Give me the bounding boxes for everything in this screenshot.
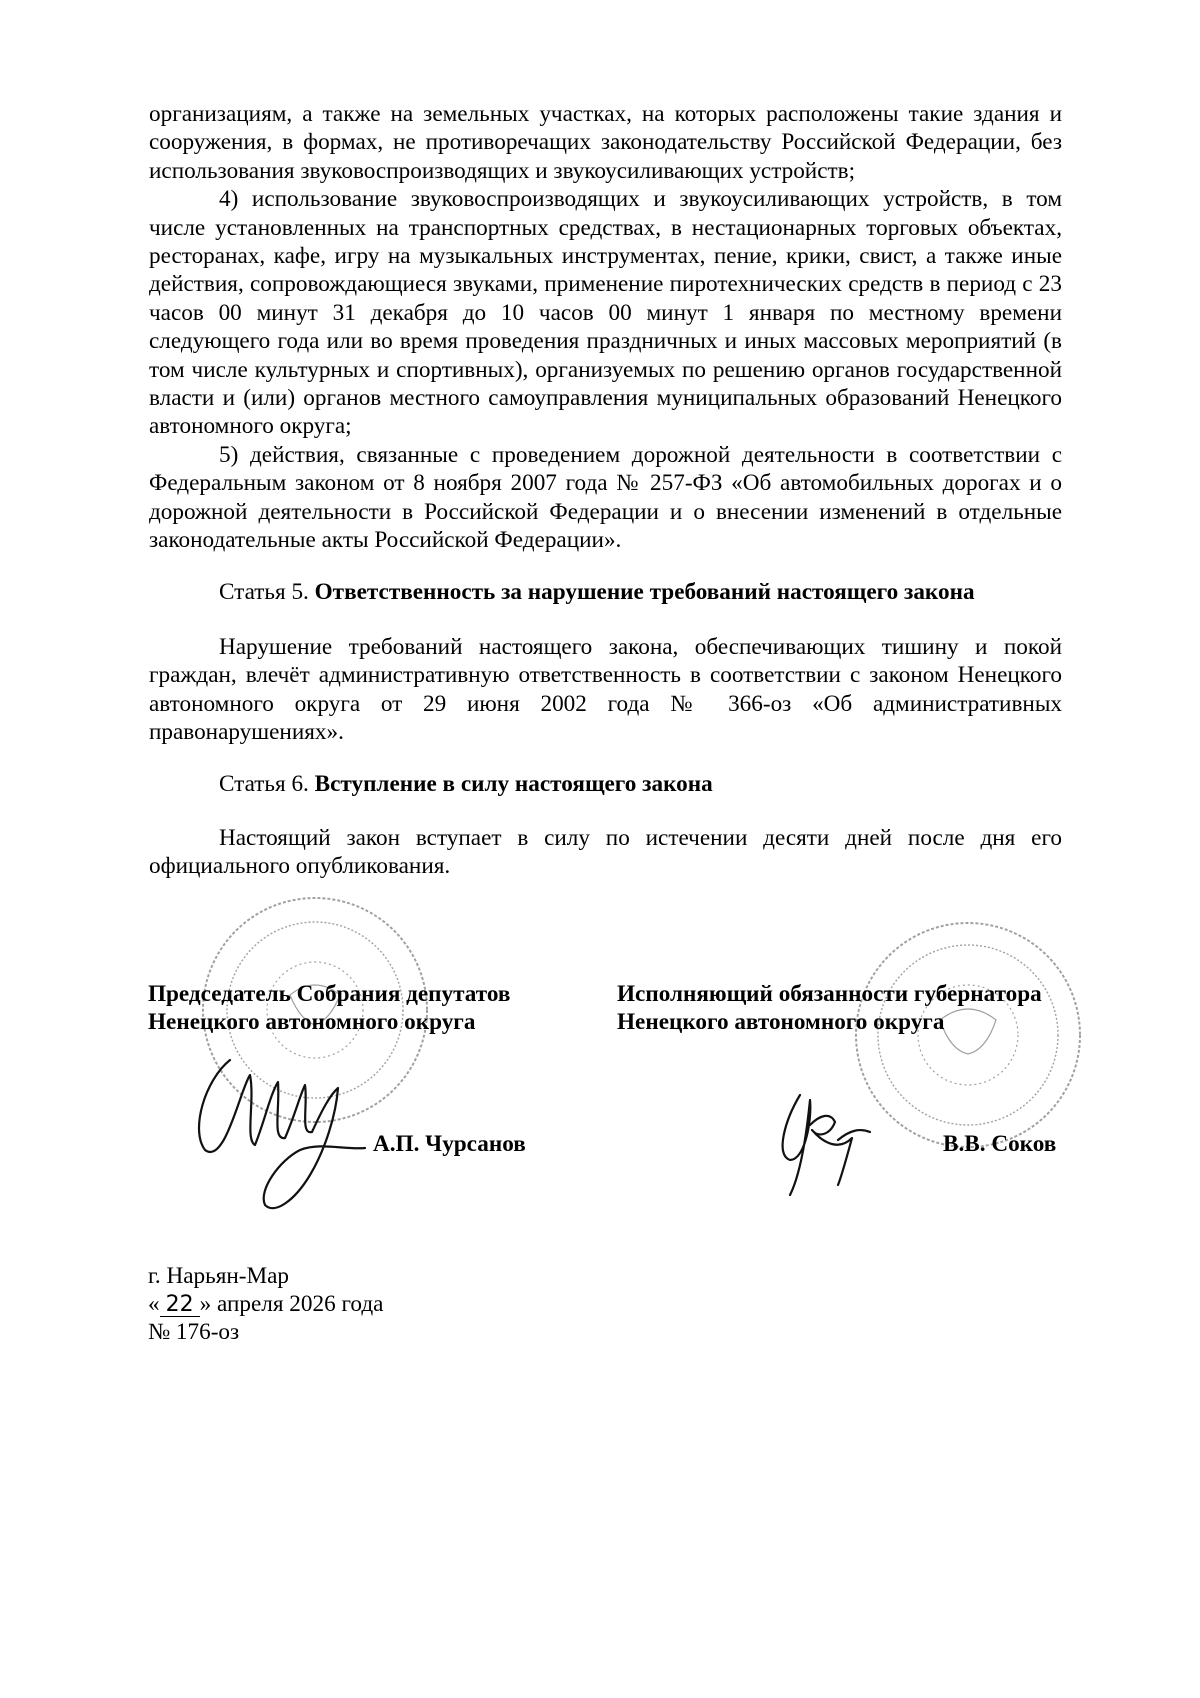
article-6-title: Вступление в силу настоящего закона bbox=[314, 771, 713, 797]
article-6-prefix: Статья 6. bbox=[219, 771, 309, 797]
article-5-body bbox=[149, 633, 1062, 747]
right-signatory-title bbox=[617, 980, 1042, 1036]
article-6-heading bbox=[219, 770, 713, 798]
right-signatory-line1: Исполняющий обязанности губернатора bbox=[617, 981, 1042, 1007]
article-5-title: Ответственность за нарушение требований настоящего закона bbox=[314, 579, 975, 605]
article-5-heading bbox=[219, 578, 975, 606]
continuation-block bbox=[149, 100, 1062, 555]
right-signature bbox=[783, 1095, 870, 1195]
left-signature bbox=[199, 1060, 365, 1208]
article-5-text: Нарушение требований настоящего закона, обеспечивающих тишину и покой граждан, влечёт административную ответственность в соответствии с законом Ненецкого автономного округа от 29 июня 2002 года № 366-оз «Об административных правонарушениях». bbox=[149, 634, 1062, 746]
signing-city: г. Нарьян-Мар bbox=[148, 1263, 289, 1289]
right-signatory-line2: Ненецкого автономного округа bbox=[617, 1009, 945, 1035]
item-4-paragraph: 4) использование звуковоспроизводящих и звукоусиливающих устройств, в том числе установленных на транспортных средствах, в нестационарных торговых объектах, ресторанах, кафе, игру на музыкальных инструментах, пение, крики, свист, а также иные действия, сопровождающиеся звуками, применение пиротехнических средств в период с 23 часов 00 минут 31 декабря до 10 часов 00 минут 1 января по местному времени следующего года или во время проведения праздничных и иных массовых мероприятий (в том числе культурных и спортивных), организуемых по решению органов государственной власти и (или) органов местного самоуправления муниципальных образований Ненецкого автономного округа; bbox=[149, 186, 1062, 440]
continuation-paragraph: организациям, а также на земельных участках, на которых расположены такие здания и сооружения, в формах, не противоречащих законодательству Российской Федерации, без использования звуковоспроизводящих и звукоусиливающих устройств; bbox=[149, 101, 1062, 184]
handwritten-day: 22 bbox=[160, 1294, 200, 1317]
article-6-text: Настоящий закон вступает в силу по истечении десяти дней после дня его официального опубликования. bbox=[149, 825, 1062, 880]
right-signatory-name: В.В. Соков bbox=[943, 1131, 1057, 1157]
left-signatory-line1: Председатель Собрания депутатов bbox=[148, 981, 511, 1007]
signing-details bbox=[148, 1262, 383, 1346]
signing-date: « 22 » апреля 2026 года bbox=[148, 1291, 384, 1317]
article-5-prefix: Статья 5. bbox=[219, 579, 309, 605]
law-number: № 176-оз bbox=[148, 1319, 240, 1345]
left-signatory-line2: Ненецкого автономного округа bbox=[148, 1009, 476, 1035]
article-6-body bbox=[149, 824, 1062, 881]
item-5-paragraph: 5) действия, связанные с проведением дорожной деятельности в соответствии с Федеральным законом от 8 ноября 2007 года № 257-ФЗ «Об автомобильных дорогах и о дорожной деятельности в Российской Федерации и о внесении изменений в отдельные законодательные акты Российской Федерации». bbox=[149, 441, 1062, 554]
left-signatory-title bbox=[148, 980, 510, 1036]
left-signatory-name: А.П. Чурсанов bbox=[373, 1131, 526, 1157]
